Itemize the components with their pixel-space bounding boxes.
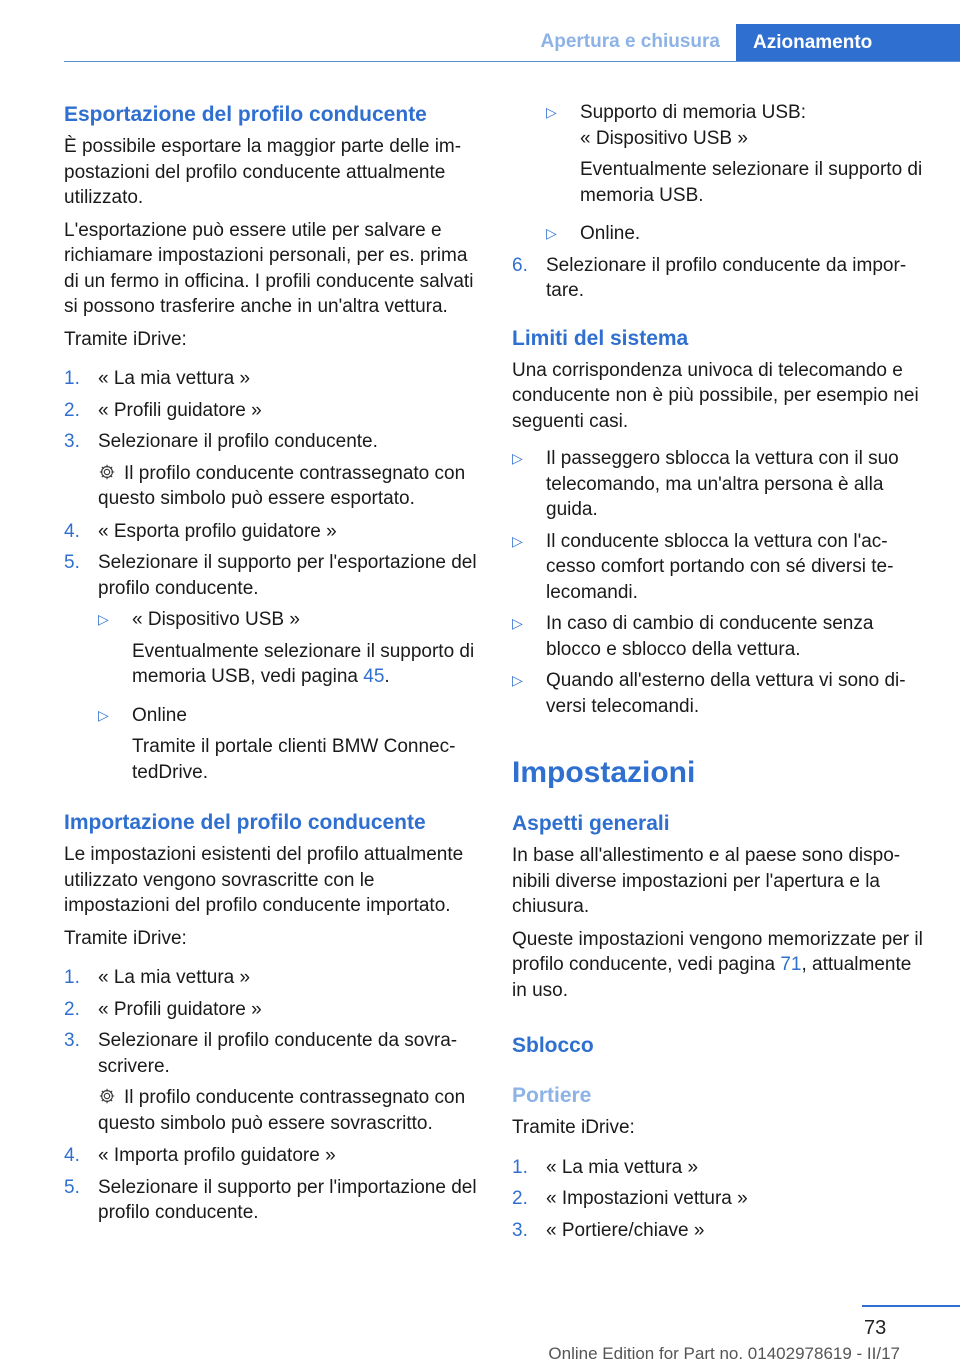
gear-icon (98, 1087, 116, 1105)
heading-export: Esportazione del profilo conducente (64, 103, 427, 126)
paragraph: In base all'allestimento e al paese sono disponibili diverse impostazioni per l'apertura e la chiusura. (512, 845, 901, 917)
triangle-right-icon: ▷ (512, 672, 523, 688)
heading-import: Importazione del profilo conducente (64, 811, 426, 834)
bullet-item: ▷ In caso di cambio di conducente senza blocco e sblocco della vettura. (512, 611, 928, 662)
page-header (64, 24, 960, 62)
list-item: 6. Selezionare il profilo conducente da importare. (512, 254, 907, 301)
page-link[interactable]: 71 (780, 954, 802, 975)
bullet-item: ▷ Supporto di memoria USB: « Dispositivo USB » Eventualmente selezionare il supporto di memoria USB. (546, 100, 928, 215)
list-item: 5. Selezionare il supporto per l'esportazione del profilo conducente. (64, 552, 477, 599)
list-item: 2. « Impostazioni vettura » (512, 1188, 748, 1209)
bullet-item: ▷ Online. (546, 221, 928, 247)
triangle-right-icon: ▷ (512, 615, 523, 631)
heading-limits: Limiti del sistema (512, 326, 689, 350)
paragraph: Tramite iDrive: (64, 328, 187, 350)
triangle-right-icon: ▷ (98, 611, 109, 627)
list-item: 4. « Esporta profilo guidatore » (64, 520, 337, 542)
left-column (64, 100, 484, 1232)
list-item: 3. « Portiere/chiave » (512, 1219, 705, 1241)
bullet-item: ▷ Il passeggero sblocca la vettura con il suo telecomando, ma un'altra persona è alla guida. (512, 446, 928, 523)
heading-general: Aspetti generali (512, 812, 670, 835)
triangle-right-icon: ▷ (546, 104, 557, 120)
bullet-item: ▷ « Dispositivo USB » Eventualmente selezionare il supporto di memoria USB, vedi pagina 45. (98, 607, 484, 697)
paragraph: L'esportazione può essere utile per salvare e richiamare impostazioni personali, per es. prima di un fermo in officina. I profili conducente salvati si possono trasferire anche in un'altra vettura. (64, 219, 474, 317)
triangle-right-icon: ▷ (546, 225, 557, 241)
triangle-right-icon: ▷ (512, 450, 523, 466)
page-link[interactable]: 45 (363, 666, 385, 687)
bullet-item: ▷ Quando all'esterno della vettura vi sono diversi telecomandi. (512, 668, 928, 719)
list-item: 2. « Profili guidatore » (64, 998, 262, 1020)
header-section-title: Apertura e chiusura (540, 31, 720, 52)
gear-icon (98, 463, 116, 481)
heading-unlock: Sblocco (512, 1034, 594, 1057)
bullet-item: ▷ Online Tramite il portale clienti BMW ConnectedDrive. (98, 703, 484, 793)
paragraph: Tramite iDrive: (64, 927, 187, 949)
step-note: Il profilo conducente contrassegnato con questo simbolo può essere esportato. (98, 462, 466, 509)
list-item: 5. Selezionare il supporto per l'importazione del profilo conducente. (64, 1176, 477, 1223)
triangle-right-icon: ▷ (512, 532, 523, 549)
heading-doors: Portiere (512, 1084, 592, 1107)
page-number: 73 (864, 1317, 887, 1339)
bullet-item: ▷ Il conducente sblocca la vettura con l'accesso comfort portando con sé diversi telecomandi. (512, 529, 928, 606)
heading-settings: Impostazioni (512, 756, 696, 789)
paragraph: Una corrispondenza univoca di telecomando e conducente non è più possibile, per esempio nei seguenti casi. (512, 359, 919, 432)
list-item: 1. « La mia vettura » (64, 368, 251, 389)
header-rule (64, 61, 960, 62)
header-chapter-tab: Azionamento (736, 24, 960, 62)
list-item: 1. « La mia vettura » (64, 967, 251, 988)
list-item: 3. Selezionare il profilo conducente da sovrascrivere. (64, 1030, 458, 1077)
paragraph: Tramite iDrive: (512, 1117, 635, 1138)
right-column (512, 100, 928, 1249)
list-item: 1. « La mia vettura » (512, 1156, 699, 1178)
edition-note: Online Edition for Part no. 01402978619 - II/17 (548, 1344, 900, 1363)
paragraph: Le impostazioni esistenti del profilo attualmente utilizzato vengono sovrascritte con le impostazioni del profilo conducente importato. (64, 844, 464, 916)
list-item: 3. Selezionare il profilo conducente. (64, 431, 378, 452)
triangle-right-icon: ▷ (98, 706, 109, 723)
paragraph: È possibile esportare la maggior parte delle impostazioni del profilo conducente attualmente utilizzato. (64, 136, 462, 208)
footer-rule (862, 1305, 960, 1307)
list-item: 2. « Profili guidatore » (64, 399, 262, 421)
step-note: Il profilo conducente contrassegnato con questo simbolo può essere sovrascritto. (98, 1087, 466, 1134)
paragraph: Queste impostazioni vengono memorizzate per il profilo conducente, vedi pagina 71, attualmente in uso. (512, 928, 923, 1001)
list-item: 4. « Importa profilo guidatore » (64, 1145, 336, 1166)
